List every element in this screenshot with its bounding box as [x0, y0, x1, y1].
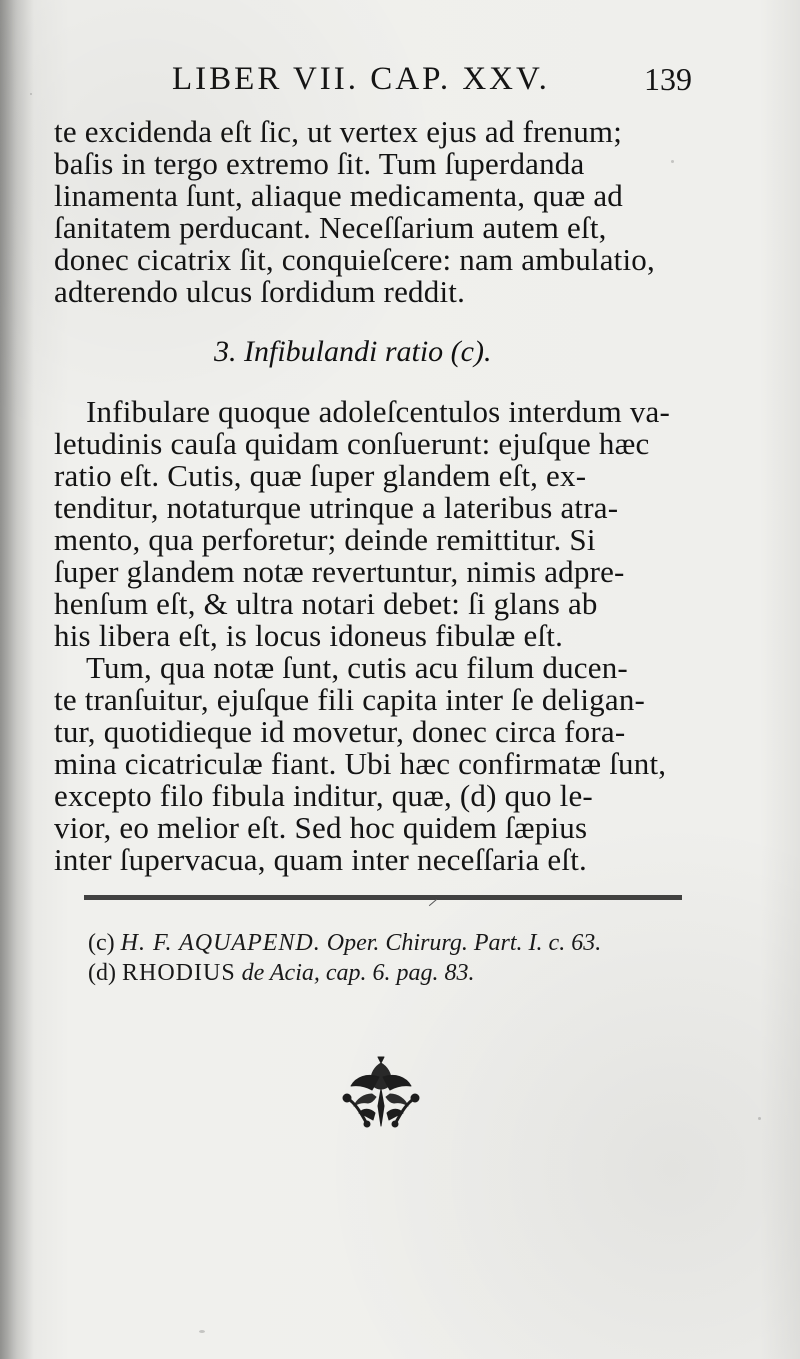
body-line: vior, eo melior eſt. Sed hoc quidem ſæpius: [54, 810, 588, 845]
footnote-marker: (c): [88, 930, 115, 956]
body-line: tur, quotidieque id movetur, donec circa fora-: [54, 714, 626, 749]
paper-speck: [758, 1117, 761, 1120]
fleuron-icon: [333, 1055, 429, 1135]
body-line: Tum, qua notæ ſunt, cutis acu filum ducen-: [86, 650, 628, 685]
body-line: mina cicatriculæ fiant. Ubi hæc confirmatæ ſunt,: [54, 746, 667, 781]
body-line: tenditur, notaturque utrinque a lateribus atra-: [54, 490, 619, 525]
paper-speck: [199, 1330, 205, 1333]
ornament-glyph: [343, 1057, 419, 1127]
running-header-title: LIBER VII. CAP. XXV.: [172, 61, 550, 97]
footnote-work: Oper. Chirurg. Part. I. c. 63.: [326, 930, 602, 956]
body-line: his libera eſt, is locus idoneus fibulæ eſt.: [54, 618, 564, 653]
section-heading: 3. Infibulandi ratio (c).: [214, 335, 492, 368]
body-line: ſuper glandem notæ revertuntur, nimis adpre-: [54, 554, 625, 589]
paper-speck: [671, 160, 674, 163]
footnote-c: [88, 929, 601, 957]
body-line: ratio eſt. Cutis, quæ ſuper glandem eſt, ex-: [54, 458, 587, 493]
body-line: excepto filo fibula inditur, quæ, (d) quo le-: [54, 778, 593, 813]
body-line: Infibulare quoque adoleſcentulos interdum va-: [86, 394, 671, 429]
body-line: henſum eſt, & ultra notari debet: ſi glans ab: [54, 586, 598, 621]
footnote-d: [88, 959, 475, 987]
body-line: donec cicatrix ſit, conquieſcere: nam ambulatio,: [54, 242, 655, 277]
footnote-author: RHODIUS: [121, 960, 236, 986]
body-line: letudinis cauſa quidam conſuerunt: ejuſque hæc: [54, 426, 650, 461]
body-line: ſanitatem perducant. Neceſſarium autem eſt,: [54, 210, 607, 245]
body-line: mento, qua perforetur; deinde remittitur. Si: [54, 522, 596, 557]
footnote-work: de Acia, cap. 6. pag. 83.: [241, 960, 475, 986]
footnote-author: H. F. AQUAPEND.: [120, 930, 321, 956]
page-number: 139: [644, 61, 692, 97]
footnote-rule: [84, 895, 682, 900]
body-line: baſis in tergo extremo ſit. Tum ſuperdanda: [54, 146, 585, 181]
body-line: te excidenda eſt ſic, ut vertex ejus ad frenum;: [54, 114, 623, 149]
body-line: adterendo ulcus ſordidum reddit.: [54, 274, 466, 309]
body-line: linamenta ſunt, aliaque medicamenta, quæ ad: [54, 178, 623, 213]
body-line: inter ſupervacua, quam inter neceſſaria eſt.: [54, 842, 587, 877]
running-header: [172, 61, 692, 101]
footnote-marker: (d): [88, 960, 116, 986]
body-line: te tranſuitur, ejuſque fili capita inter ſe deligan-: [54, 682, 646, 717]
binding-shadow: [0, 0, 34, 1359]
paper-speck: [30, 93, 32, 95]
